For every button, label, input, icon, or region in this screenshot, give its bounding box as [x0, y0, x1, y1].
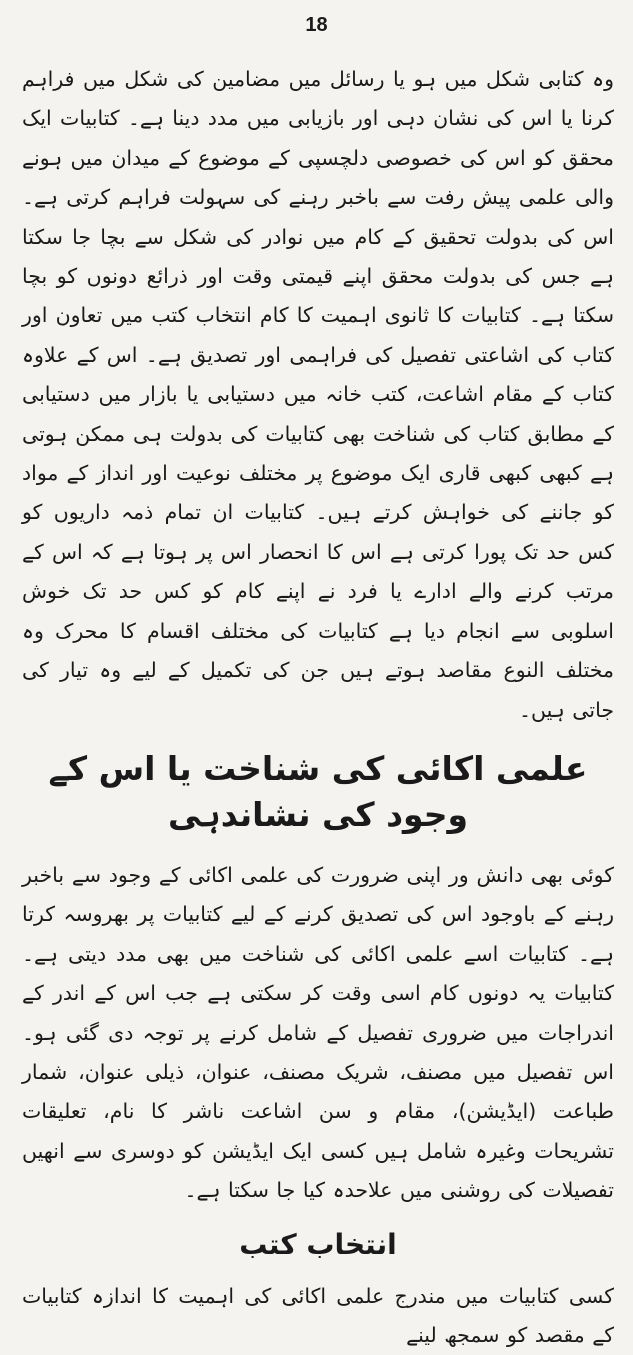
- section-paragraph: کوئی بھی دانش ور اپنی ضرورت کی علمی اکائی کے وجود سے باخبر رہنے کے باوجود اس کی تصدیق کرنے کے لیے کتابیات پر بھروسہ کرتا ہے۔ کتابیات اسے علمی اکائی کی شناخت میں بھی مدد دیتی ہے۔ کتابیات یہ دونوں کام اسی وقت کر سکتی ہے جب اس کے اندر کے اندراجات میں ضروری تفصیل کے شامل کرنے پر توجہ دی گئی ہو۔ اس تفصیل میں مصنف، شریک مصنف، عنوان، ذیلی عنوان، شمار طباعت (ایڈیشن)، مقام و سن اشاعت ناشر کا نام، تعلیقات تشریحات وغیرہ شامل ہیں کسی ایک ایڈیشن کو دوسری سے انھیں تفصیلات کی روشنی میں علاحدہ کیا جا سکتا ہے۔: [22, 862, 614, 1203]
- page-number: 18: [305, 14, 328, 36]
- page-body: [22, 60, 614, 1355]
- intro-paragraph: وہ کتابی شکل میں ہو یا رسائل میں مضامین کی شکل میں فراہم کرنا یا اس کی نشان دہی اور بازیابی میں مدد دینا ہے۔ کتابیات ایک محقق کو اس کی خصوصی دلچسپی کے موضوع کے میدان میں ہونے والی علمی پیش رفت سے باخبر رہنے کی سہولت فراہم کرتی ہے۔ اس کی بدولت تحقیق کے کام میں نوادر کی شکل سے بچا جا سکتا ہے جس کی بدولت محقق اپنے قیمتی وقت اور ذرائع دونوں کو بچا سکتا ہے۔ کتابیات کا ثانوی اہمیت کا کام انتخاب کتب میں تعاون اور کتاب کی اشاعتی تفصیل کی فراہمی اور تصدیق ہے۔ اس کے علاوہ کتاب کے مقام اشاعت، کتب خانہ میں دستیابی یا بازار میں دستیابی کے مطابق کتاب کی شناخت بھی کتابیات کی بدولت ہی ممکن ہوتی ہے کبھی کبھی قاری ایک موضوع پر مختلف نوعیت اور انداز کے مواد کو جاننے کی خواہش کرتے ہیں۔ کتابیات ان تمام ذمہ داریوں کو کس حد تک پورا کرتی ہے اس کا انحصار اس پر ہوتا ہے کہ اس کے مرتب کرنے والے ادارے یا فرد نے اپنے کام کو کس حد تک خوش اسلوبی سے انجام دیا ہے کتابیات کی مختلف اقسام کا محرک وہ مختلف النوع مقاصد ہوتے ہیں جن کی تکمیل کے لیے وہ تیار کی جاتی ہیں۔: [22, 67, 614, 722]
- sub-heading: انتخاب کتب: [239, 1227, 397, 1261]
- last-paragraph: کسی کتابیات میں مندرج علمی اکائی کی اہمیت کا اندازہ کتابیات کے مقصد کو سمجھ لینے: [22, 1283, 614, 1347]
- section-heading: علمی اکائی کی شناخت یا اس کے وجود کی نشاندہی: [48, 748, 588, 834]
